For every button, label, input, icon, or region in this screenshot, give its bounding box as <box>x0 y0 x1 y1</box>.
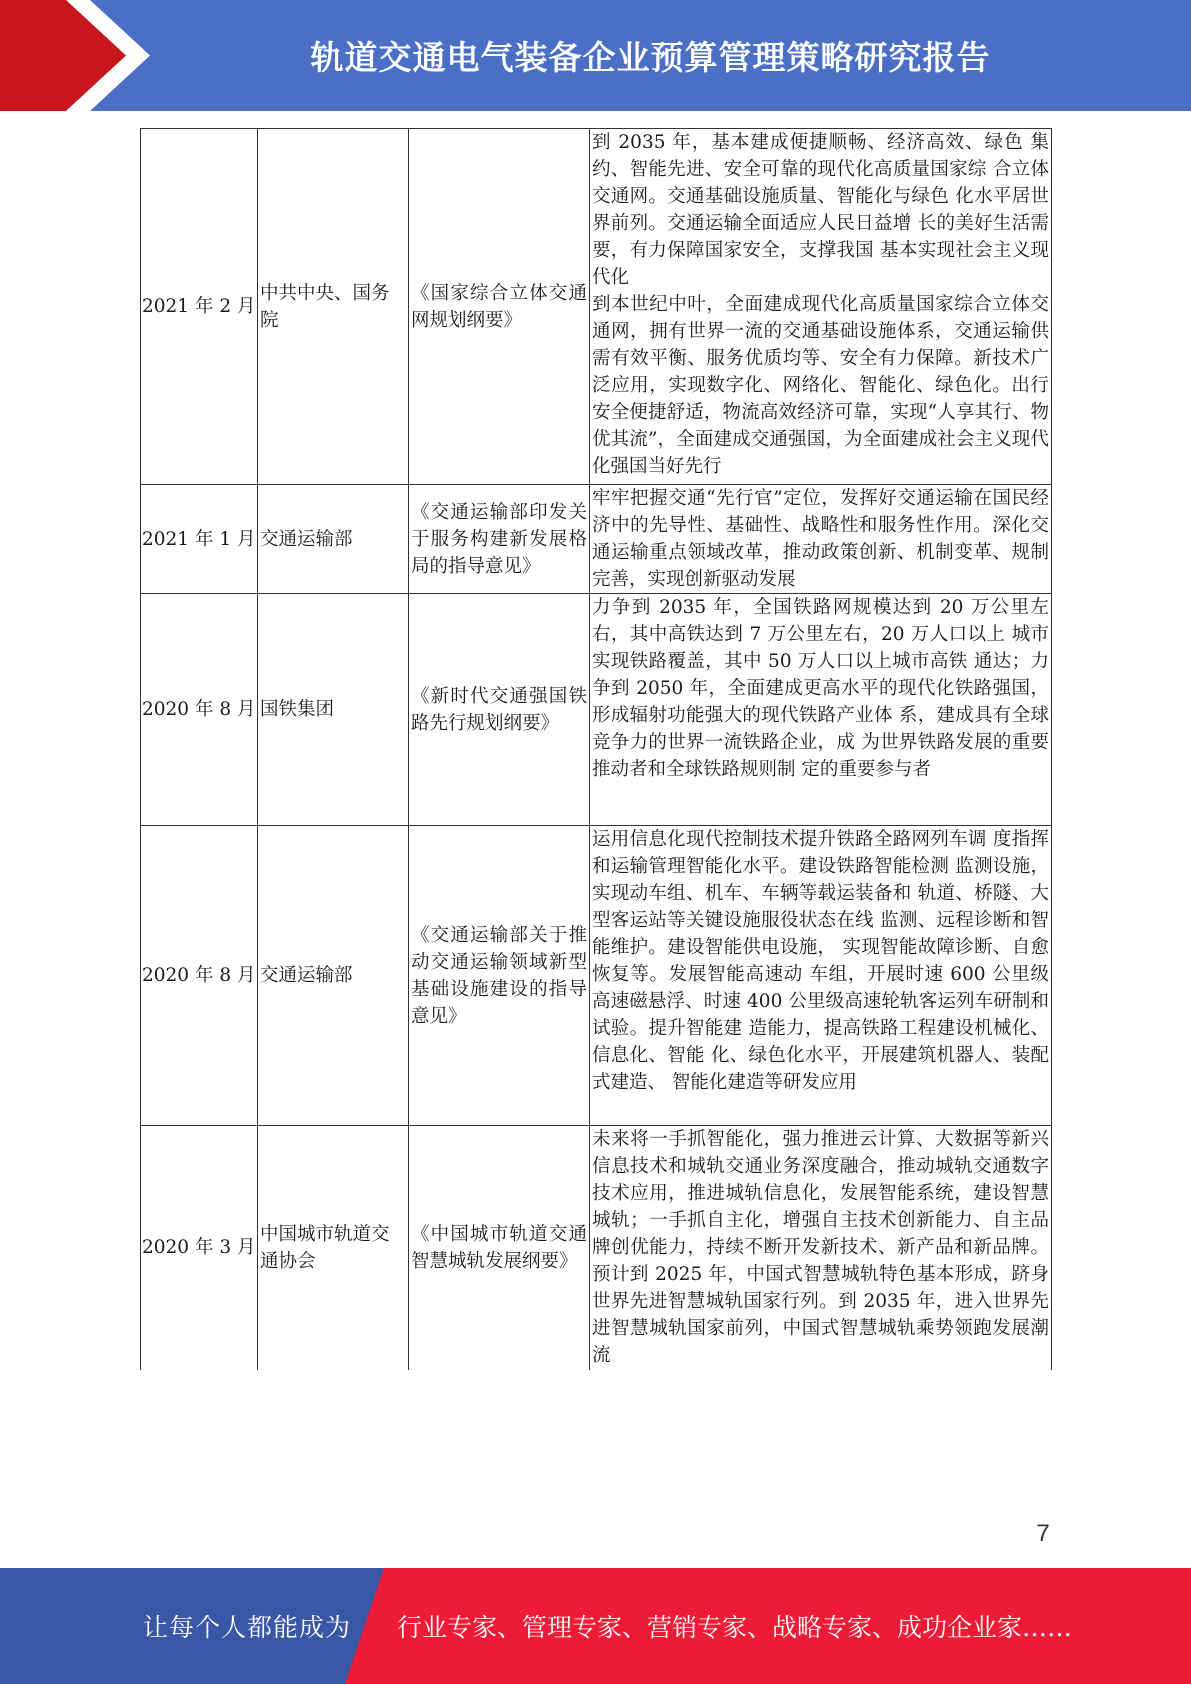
content-paragraph: 到本世纪中叶，全面建成现代化高质量国家综合立体交通网，拥有世界一流的交通基础设施体系，交通运输供需有效平衡、服务优质均等、安全有力保障。新技术广泛应用，实现数字化、网络化、智能化、绿色化。出行安全便捷舒适，物流高效经济可靠，实现“人享其行、物优其流”，全面建成交通强国，为全面建成社会主义现代化强国当好先行 <box>592 294 1049 477</box>
document-cell: 《交通运输部关于推动交通运输领域新型基础设施建设的指导意见》 <box>409 826 590 1126</box>
table-row <box>141 594 1052 826</box>
content-cell <box>590 826 1052 1126</box>
content-cell <box>590 1126 1052 1370</box>
date-cell: 2021 年 1 月 <box>141 485 258 594</box>
content-cell <box>590 129 1052 485</box>
content-cell <box>590 485 1052 594</box>
header-chevron-graphic <box>0 0 150 111</box>
organization-cell: 中国城市轨道交通协会 <box>258 1126 409 1370</box>
content-paragraph: 未来将一手抓智能化，强力推进云计算、大数据等新兴信息技术和城轨交通业务深度融合，推动城轨交通数字技术应用，推进城轨信息化，发展智能系统，建设智慧城轨；一手抓自主化，增强自主技术创新能力、自主品牌创优能力，持续不断开发新技术、新产品和新品牌。预计到 2025 年，中国式智慧城轨特色基本形成，跻身世界先进智慧城轨国家行列。到 2035 年，进入世界先进智慧城轨国家前列，中国式智慧城轨乘势领跑发展潮流 <box>592 1129 1049 1366</box>
page-number: 7 <box>1036 1520 1050 1547</box>
date-cell: 2020 年 8 月 <box>141 594 258 826</box>
content-paragraph: 牢牢把握交通“先行官”定位，发挥好交通运输在国民经济中的先导性、基础性、战略性和服务性作用。深化交通运输重点领域改革，推动政策创新、机制变革、规制完善，实现创新驱动发展 <box>592 488 1049 590</box>
organization-cell: 中共中央、国务院 <box>258 129 409 485</box>
date-cell: 2020 年 8 月 <box>141 826 258 1126</box>
content-paragraph: 运用信息化现代控制技术提升铁路全路网列车调 度指挥和运输管理智能化水平。建设铁路智能检测 监测设施，实现动车组、机车、车辆等载运装备和 轨道、桥隧、大型客运站等关键设施服役状态在线 监测、远程诊断和智能维护。建设智能供电设施， 实现智能故障诊断、自愈恢复等。发展智能高速动 车组，开展时速 600 公里级高速磁悬浮、时速 400 公里级高速轮轨客运列车研制和试验。提升智能建 造能力，提高铁路工程建设机械化、信息化、智能 化、绿色化水平，开展建筑机器人、装配式建造、 智能化建造等研发应用 <box>592 829 1049 1093</box>
organization-cell: 交通运输部 <box>258 826 409 1126</box>
footer-slogan-right: 行业专家、管理专家、营销专家、战略专家、成功企业家…… <box>397 1613 1073 1642</box>
footer-slogan-left: 让每个人都能成为 <box>143 1613 352 1642</box>
organization-cell: 交通运输部 <box>258 485 409 594</box>
content-cell <box>590 594 1052 826</box>
date-cell: 2020 年 3 月 <box>141 1126 258 1370</box>
table-row <box>141 1126 1052 1370</box>
table-row <box>141 485 1052 594</box>
table-row <box>141 129 1052 485</box>
document-cell: 《新时代交通强国铁路先行规划纲要》 <box>409 594 590 826</box>
report-title: 轨道交通电气装备企业预算管理策略研究报告 <box>310 38 991 77</box>
document-cell: 《交通运输部印发关于服务构建新发展格局的指导意见》 <box>409 485 590 594</box>
date-cell: 2021 年 2 月 <box>141 129 258 485</box>
content-paragraph: 力争到 2035 年，全国铁路网规模达到 20 万公里左右，其中高铁达到 7 万公里左右，20 万人口以上 城市实现铁路覆盖，其中 50 万人口以上城市高铁 通达；力争到 2050 年，全面建成更高水平的现代化铁路强国，形成辐射功能强大的现代铁路产业体 系，建成具有全球竞争力的世界一流铁路企业，成 为世界铁路发展的重要推动者和全球铁路规则制 定的重要参与者 <box>592 597 1049 780</box>
page-header <box>0 0 1191 111</box>
table-row <box>141 826 1052 1126</box>
organization-cell: 国铁集团 <box>258 594 409 826</box>
content-paragraph: 到 2035 年，基本建成便捷顺畅、经济高效、绿色 集约、智能先进、安全可靠的现代化高质量国家综 合立体交通网。交通基础设施质量、智能化与绿色 化水平居世界前列。交通运输全面适应人民日益增 长的美好生活需要，有力保障国家安全，支撑我国 基本实现社会主义现代化 <box>592 132 1049 288</box>
document-cell: 《中国城市轨道交通智慧城轨发展纲要》 <box>409 1126 590 1370</box>
document-cell: 《国家综合立体交通网规划纲要》 <box>409 129 590 485</box>
policy-table <box>140 128 1052 1370</box>
page-footer <box>0 1568 1191 1684</box>
